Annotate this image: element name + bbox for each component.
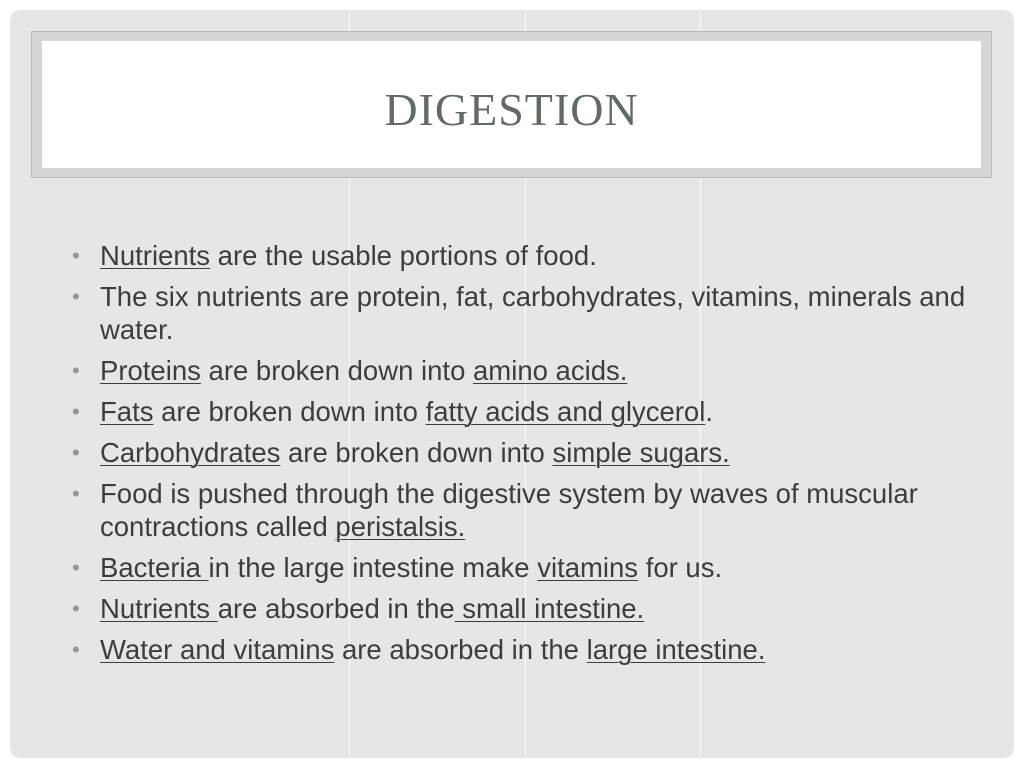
bullet-item xyxy=(72,592,972,625)
bullet-text: fatty acids and glycerol xyxy=(425,396,706,427)
bullet-icon: • xyxy=(72,637,80,662)
bullet-item xyxy=(72,477,972,543)
slide-title: DIGESTION xyxy=(384,84,639,135)
bullet-text: Fats xyxy=(100,396,154,427)
bullet-icon: • xyxy=(72,358,80,383)
bullet-item xyxy=(72,239,972,272)
bullet-text: . xyxy=(705,396,713,427)
bullet-icon: • xyxy=(72,399,80,424)
bullet-text: are broken down into xyxy=(153,396,426,427)
bullet-icon: • xyxy=(72,284,80,309)
bullet-item xyxy=(72,395,972,428)
bullet-text: for us. xyxy=(638,552,723,583)
bullet-item xyxy=(72,280,972,346)
bullet-text: in the large intestine make xyxy=(208,552,538,583)
bullet-text: large intestine. xyxy=(586,634,766,665)
bullet-item xyxy=(72,633,972,666)
bullet-text: Carbohydrates xyxy=(100,437,281,468)
bullet-item xyxy=(72,436,972,469)
bullet-text: Nutrients xyxy=(100,240,211,271)
bullet-text: Water and vitamins xyxy=(100,634,335,665)
bullet-icon: • xyxy=(72,596,80,621)
bullet-icon: • xyxy=(72,481,80,506)
bullet-text: vitamins xyxy=(537,552,639,583)
bullet-text: The six nutrients are protein, fat, carbohydrates, vitamins, minerals and water. xyxy=(100,281,966,345)
title-frame xyxy=(31,31,992,178)
bullet-text: are broken down into xyxy=(200,355,474,386)
bullet-list xyxy=(72,239,972,674)
title-box xyxy=(42,41,981,168)
bullet-text: are absorbed in the xyxy=(217,593,455,624)
bullet-text: are absorbed in the xyxy=(334,634,587,665)
bullet-item xyxy=(72,354,972,387)
bullet-text: Bacteria xyxy=(100,552,209,583)
bullet-icon: • xyxy=(72,440,80,465)
bullet-text: Proteins xyxy=(100,355,201,386)
bullet-text: simple sugars. xyxy=(552,437,730,468)
bullet-text: peristalsis. xyxy=(335,511,466,542)
bullet-text: are the usable portions of food. xyxy=(210,240,597,271)
bullet-text: Food is pushed through the digestive system by waves of muscular contractions called xyxy=(100,478,918,542)
slide xyxy=(10,10,1014,758)
bullet-item xyxy=(72,551,972,584)
bullet-text: amino acids. xyxy=(473,355,628,386)
bullet-text: Nutrients xyxy=(100,593,218,624)
bullet-text: are broken down into xyxy=(280,437,553,468)
bullet-icon: • xyxy=(72,555,80,580)
bullet-text: small intestine. xyxy=(454,593,645,624)
bullet-icon: • xyxy=(72,243,80,268)
